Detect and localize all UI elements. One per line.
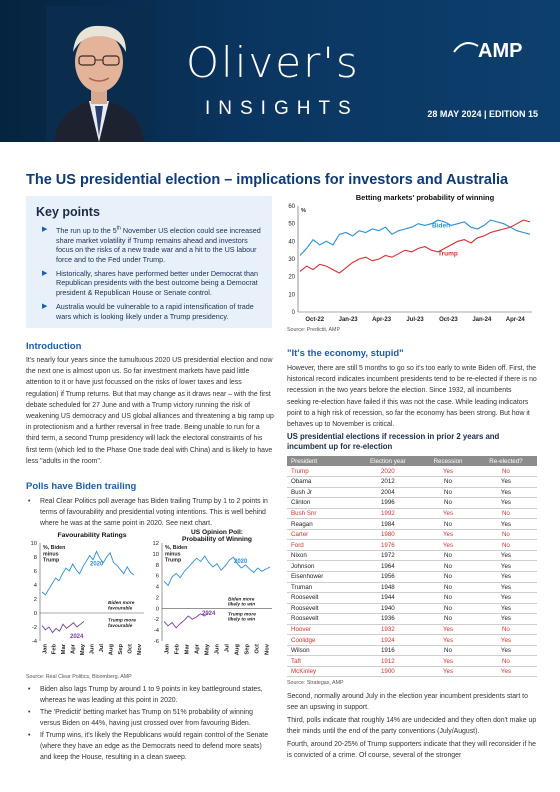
x-tick-label: Jan-24 — [472, 317, 492, 323]
table-row — [287, 477, 537, 488]
polls-bullet — [26, 684, 274, 706]
table-cell-year: 1948 — [355, 582, 422, 593]
table-cell-recession: No — [421, 487, 475, 498]
y-axis-label: %, Biden — [165, 545, 188, 551]
x-tick-label: Sep — [244, 644, 251, 655]
bullet-icon: • — [28, 709, 31, 716]
table-header-row — [287, 456, 537, 466]
arrow-right-icon: ▶ — [42, 226, 48, 233]
x-tick-label: Jul-23 — [406, 317, 424, 323]
table-cell-president: Truman — [287, 582, 355, 593]
elections-table — [287, 456, 537, 677]
table-cell-recession: Yes — [421, 635, 475, 646]
annotation-biden-likely-line2: likely to win — [228, 602, 256, 608]
y-tick-label: -4 — [153, 628, 159, 635]
table-source: Source: Strategas, AMP — [287, 680, 344, 686]
y-tick-label: 4 — [33, 583, 37, 589]
y-tick-label: 6 — [33, 569, 37, 575]
table-cell-year: 1900 — [355, 666, 422, 677]
y-tick-label: 60 — [288, 204, 295, 210]
table-cell-reelected: No — [475, 656, 537, 667]
series-line-2024 — [42, 621, 84, 632]
intro-paragraph: It's nearly four years since the tumultuous 2020 US presidential election and now the next one is almost upon us. So far investment markets have paid little attention to it or have just focussed on the risks of lower taxes and less regulation) if Trump returns. But that may change as it draws near – with the first debate scheduled for 27 June and with a Trump victory running the risk of weakening US democracy and US global alliances and threatening a big ramp up in protectionism and a further reversal in free trade. Being unable to run for a third term, a second Trump presidency will lack the electoral constraints of his first term (which led to the Phase One trade deal with China) and is likely to have less "adults in the room". — [26, 357, 274, 465]
polls-bullet-text: The 'Predictit' betting market has Trump on 51% probability of winning versus Biden on 44%, having just crossed over from favouring Biden. — [40, 709, 253, 728]
column-header: President — [287, 456, 355, 466]
x-tick-label: Oct — [254, 644, 261, 654]
brand-insights: INSIGHTS — [205, 98, 359, 119]
table-row — [287, 624, 537, 635]
elections-table-title: US presidential elections if recession in prior 2 years and incumbent up for re-election — [287, 432, 500, 451]
table-cell-recession: No — [421, 571, 475, 582]
table-cell-reelected: Yes — [475, 666, 537, 677]
favourability-chart — [26, 529, 146, 669]
table-cell-year: 1912 — [355, 656, 422, 667]
series-line-trump — [300, 220, 530, 273]
polls-bullet-text: If Trump wins, it's likely the Republicans would regain control of the Senate (where they have an edge as the Democrats need to defend more seats) and keep the House, resulting in a clean sweep. — [40, 732, 269, 762]
table-cell-reelected: Yes — [475, 477, 537, 488]
y-tick-label: 2 — [33, 597, 37, 603]
x-tick-label: Jun — [89, 644, 96, 655]
table-cell-president: Nixon — [287, 550, 355, 561]
table-cell-recession: Yes — [421, 666, 475, 677]
y-tick-label: 12 — [152, 541, 159, 547]
table-cell-recession: Yes — [421, 624, 475, 635]
betting-chart-source: Source: Predictit, AMP — [287, 327, 340, 333]
date-edition: 28 MAY 2024 | EDITION 15 — [427, 109, 538, 119]
table-cell-recession: No — [421, 519, 475, 530]
x-tick-label: Jan — [42, 644, 49, 654]
table-row — [287, 529, 537, 540]
table-cell-year: 2004 — [355, 487, 422, 498]
key-points-box — [26, 196, 272, 328]
y-tick-label: 10 — [288, 292, 295, 299]
x-tick-label: May — [204, 644, 211, 656]
table-cell-year: 1940 — [355, 603, 422, 614]
y-tick-label: -2 — [153, 617, 159, 624]
x-tick-label: Mar — [184, 644, 191, 655]
polls-bullet-text: Biden also lags Trump by around 1 to 9 points in key battleground states, whereas he was leading at this point in 2020. — [40, 686, 263, 705]
table-cell-reelected: Yes — [475, 582, 537, 593]
economy-heading: "It's the economy, stupid" — [287, 348, 404, 359]
table-cell-president: Ford — [287, 540, 355, 551]
polls-bullet — [26, 496, 274, 530]
bullet-icon: • — [28, 498, 31, 505]
x-tick-label: Apr-24 — [505, 317, 525, 323]
table-row — [287, 593, 537, 604]
table-cell-president: Reagan — [287, 519, 355, 530]
column-header: Recession — [421, 456, 475, 466]
table-cell-reelected: Yes — [475, 614, 537, 625]
x-tick-label: Jul — [98, 644, 105, 653]
y-axis-label: Trump — [43, 557, 60, 564]
table-cell-year: 2012 — [355, 477, 422, 488]
key-point-item — [36, 302, 264, 321]
table-cell-year: 2020 — [355, 466, 422, 477]
table-cell-reelected: No — [475, 540, 537, 551]
opinion-poll-chart — [148, 529, 274, 669]
x-tick-label: Jan — [164, 644, 171, 654]
arrow-right-icon: ▶ — [42, 270, 48, 278]
column-header: Re-elected? — [475, 456, 537, 466]
table-cell-president: Taft — [287, 656, 355, 667]
annotation-trump-favourable-line2: favourable — [108, 624, 133, 629]
table-row — [287, 582, 537, 593]
table-cell-president: Wilson — [287, 645, 355, 656]
table-cell-reelected: Yes — [475, 645, 537, 656]
x-tick-label: Oct-23 — [439, 317, 458, 323]
y-axis-label: minus — [165, 551, 181, 558]
y-axis-label: % — [301, 208, 306, 214]
key-points-heading: Key points — [36, 205, 100, 219]
table-cell-recession: Yes — [421, 656, 475, 667]
table-cell-year: 1972 — [355, 550, 422, 561]
table-cell-reelected: Yes — [475, 550, 537, 561]
table-row — [287, 656, 537, 667]
table-row — [287, 561, 537, 572]
annotation-trump-likely-line1: Trump more — [228, 612, 256, 618]
x-tick-label: Oct — [127, 644, 134, 654]
table-cell-president: Carter — [287, 529, 355, 540]
amp-logo — [448, 36, 534, 62]
header-banner — [0, 0, 560, 142]
chart-title-line1: US Opinion Poll: — [190, 529, 244, 536]
table-cell-year: 1916 — [355, 645, 422, 656]
series-label-2020: 2020 — [234, 559, 248, 566]
table-row — [287, 498, 537, 509]
table-cell-president: Clinton — [287, 498, 355, 509]
economy-after-paragraph: Fourth, around 20-25% of Trump supporters indicate that they will reconsider if he is convicted of a crime. Of course, several of the stronger — [287, 741, 536, 760]
table-cell-year: 1984 — [355, 519, 422, 530]
table-row — [287, 666, 537, 677]
table-cell-president: Johnson — [287, 561, 355, 572]
series-label-2024: 2024 — [202, 610, 216, 617]
x-tick-label: Feb — [51, 644, 58, 655]
key-point-text: Australia would be vulnerable to a rapid intensification of trade wars which is looking likely under a Trump presidency. — [56, 302, 254, 321]
table-cell-recession: No — [421, 582, 475, 593]
y-tick-label: 30 — [288, 257, 295, 263]
chart-title: Favourability Ratings — [57, 532, 127, 539]
economy-after-paragraph: Second, normally around July in the election year incumbent presidents start to see an upswing in support. — [287, 693, 528, 712]
x-tick-label: Jun — [214, 644, 221, 655]
table-cell-recession: No — [421, 593, 475, 604]
table-cell-recession: Yes — [421, 529, 475, 540]
y-tick-label: 2 — [155, 595, 159, 602]
table-cell-reelected: Yes — [475, 603, 537, 614]
y-axis-label: %, Biden — [43, 545, 66, 551]
table-cell-president: Roosevelt — [287, 603, 355, 614]
y-tick-label: 10 — [30, 541, 37, 547]
y-tick-label: -2 — [31, 625, 37, 631]
table-cell-year: 1932 — [355, 624, 422, 635]
x-tick-label: Oct-22 — [305, 317, 325, 323]
table-cell-president: Hoover — [287, 624, 355, 635]
table-cell-president: Obama — [287, 477, 355, 488]
table-row — [287, 614, 537, 625]
x-tick-label: Nov — [264, 644, 271, 655]
y-tick-label: 6 — [155, 573, 159, 580]
table-cell-recession: No — [421, 561, 475, 572]
annotation-trump-favourable-line1: Trump more — [108, 618, 136, 624]
table-cell-president: Eisenhower — [287, 571, 355, 582]
y-axis-label: minus — [43, 551, 59, 558]
table-cell-reelected: Yes — [475, 561, 537, 572]
bullet-icon: • — [28, 686, 31, 693]
table-row — [287, 550, 537, 561]
y-tick-label: -6 — [153, 639, 159, 645]
table-cell-recession: No — [421, 603, 475, 614]
table-cell-president: Bush Jr — [287, 487, 355, 498]
key-point-text: Historically, shares have performed better under Democrat than Republican presidents with the best outcome being a Democrat president & Republican House or Senate control. — [56, 269, 259, 297]
key-point-item — [36, 225, 264, 264]
y-tick-label: -4 — [31, 639, 37, 645]
x-tick-label: Nov — [136, 644, 143, 655]
betting-markets-chart — [286, 192, 536, 327]
table-cell-president: Trump — [287, 466, 355, 477]
y-tick-label: 50 — [288, 221, 295, 228]
table-row — [287, 519, 537, 530]
y-tick-label: 0 — [155, 606, 159, 613]
table-cell-reelected: Yes — [475, 635, 537, 646]
table-cell-recession: No — [421, 550, 475, 561]
table-cell-recession: Yes — [421, 466, 475, 477]
y-axis-label: Trump — [165, 557, 182, 564]
table-cell-recession: No — [421, 645, 475, 656]
table-cell-year: 1980 — [355, 529, 422, 540]
table-cell-president: Roosevelt — [287, 593, 355, 604]
series-label-2024: 2024 — [70, 634, 84, 641]
column-header: Election year — [355, 456, 422, 466]
key-point-item — [36, 269, 264, 297]
economy-after-paragraph: Third, polls indicate that roughly 14% are undecided and they often don't make up their minds until the end of the party conventions (July/August). — [287, 717, 537, 736]
x-tick-label: Aug — [234, 644, 241, 656]
table-cell-recession: Yes — [421, 540, 475, 551]
annotation-biden-likely-line1: Biden more — [228, 597, 255, 603]
table-cell-reelected: No — [475, 508, 537, 519]
table-cell-reelected: Yes — [475, 571, 537, 582]
table-cell-year: 1992 — [355, 508, 422, 519]
polls-heading: Polls have Biden trailing — [26, 481, 137, 492]
table-cell-year: 1924 — [355, 635, 422, 646]
y-tick-label: 8 — [155, 562, 159, 569]
table-row — [287, 635, 537, 646]
x-tick-label: Feb — [174, 644, 181, 655]
intro-heading: Introduction — [26, 341, 82, 352]
y-tick-label: 4 — [155, 584, 159, 591]
table-cell-year: 1976 — [355, 540, 422, 551]
table-cell-recession: No — [421, 498, 475, 509]
table-row — [287, 466, 537, 477]
series-label-2020: 2020 — [90, 561, 104, 568]
chart-title-line2: Probability of Winning — [182, 536, 252, 543]
page-title: The US presidential election – implications for investors and Australia — [26, 172, 509, 188]
table-cell-year: 1936 — [355, 614, 422, 625]
table-cell-reelected: Yes — [475, 593, 537, 604]
x-tick-label: Apr-23 — [372, 317, 392, 323]
x-tick-label: Jan-23 — [338, 317, 358, 323]
polls-bullet — [26, 730, 274, 764]
table-row — [287, 603, 537, 614]
key-point-text: The run up to the 5th November US election could see increased share market volatility if Trump remains ahead and investors focus on the risks of a new trade war and a hit to the US labour force and to the Fed under Trump. — [56, 226, 261, 264]
table-cell-recession: No — [421, 614, 475, 625]
table-row — [287, 508, 537, 519]
polls-chart-source: Source: Real Clear Politics, Bloomberg, AMP — [26, 674, 132, 680]
x-tick-label: Apr — [70, 644, 77, 654]
table-cell-president: Coolidge — [287, 635, 355, 646]
table-cell-president: Roosevelt — [287, 614, 355, 625]
table-cell-reelected: Yes — [475, 519, 537, 530]
arrow-right-icon: ▶ — [42, 303, 48, 311]
x-tick-label: Sep — [117, 644, 124, 655]
polls-bullet-text: Real Clear Politics poll average has Biden trailing Trump by 1 to 2 points in terms of favourability and presidential voting intentions. This is well behind where he was at the same point in 2020. See next chart. — [40, 498, 268, 528]
annotation-biden-favourable-line2: favourable — [108, 606, 133, 612]
bullet-icon: • — [28, 732, 31, 739]
y-tick-label: 8 — [33, 555, 37, 561]
table-cell-recession: Yes — [421, 508, 475, 519]
polls-bullet — [26, 707, 274, 729]
table-row — [287, 540, 537, 551]
table-cell-reelected: Yes — [475, 498, 537, 509]
annotation-biden-favourable-line1: Biden more — [108, 600, 135, 606]
table-row — [287, 645, 537, 656]
y-tick-label: 20 — [288, 274, 295, 281]
table-cell-year: 1964 — [355, 561, 422, 572]
series-label-biden: Biden — [432, 222, 451, 230]
series-label-trump: Trump — [438, 250, 458, 258]
table-cell-year: 1996 — [355, 498, 422, 509]
table-cell-president: Bush Snr — [287, 508, 355, 519]
y-tick-label: 40 — [288, 239, 295, 246]
table-row — [287, 487, 537, 498]
x-tick-label: Jul — [224, 644, 231, 653]
table-cell-reelected: No — [475, 466, 537, 477]
brand-oliver: Oliver's — [186, 38, 360, 87]
x-tick-label: May — [80, 644, 87, 656]
y-tick-label: 0 — [291, 310, 295, 316]
x-tick-label: Aug — [108, 644, 115, 656]
y-tick-label: 0 — [33, 611, 37, 617]
x-tick-label: Apr — [194, 644, 201, 654]
economy-paragraph: However, there are still 5 months to go so it's too early to write Biden off. First, the historical record indicates incumbent presidents tend to be re-elected if there is no recession in the two years before the election. Since 1932, all incumbents seeking re-election have failed if this was not the case. While leading indicators point to a high risk of recession, so far the economy has been strong. But how it behaves up to November is critical. — [287, 365, 537, 429]
table-cell-year: 1956 — [355, 571, 422, 582]
table-cell-year: 1944 — [355, 593, 422, 604]
table-cell-recession: No — [421, 477, 475, 488]
x-tick-label: Mar — [61, 644, 68, 655]
amp-logo-text: AMP — [478, 40, 523, 62]
author-portrait — [46, 6, 152, 142]
annotation-trump-likely-line2: likely to win — [228, 617, 256, 623]
chart-title: Betting markets' probability of winning — [355, 193, 495, 202]
table-cell-president: McKinley — [287, 666, 355, 677]
table-cell-reelected: Yes — [475, 487, 537, 498]
table-row — [287, 571, 537, 582]
y-tick-label: 10 — [152, 551, 159, 558]
table-cell-reelected: No — [475, 624, 537, 635]
table-cell-reelected: No — [475, 529, 537, 540]
